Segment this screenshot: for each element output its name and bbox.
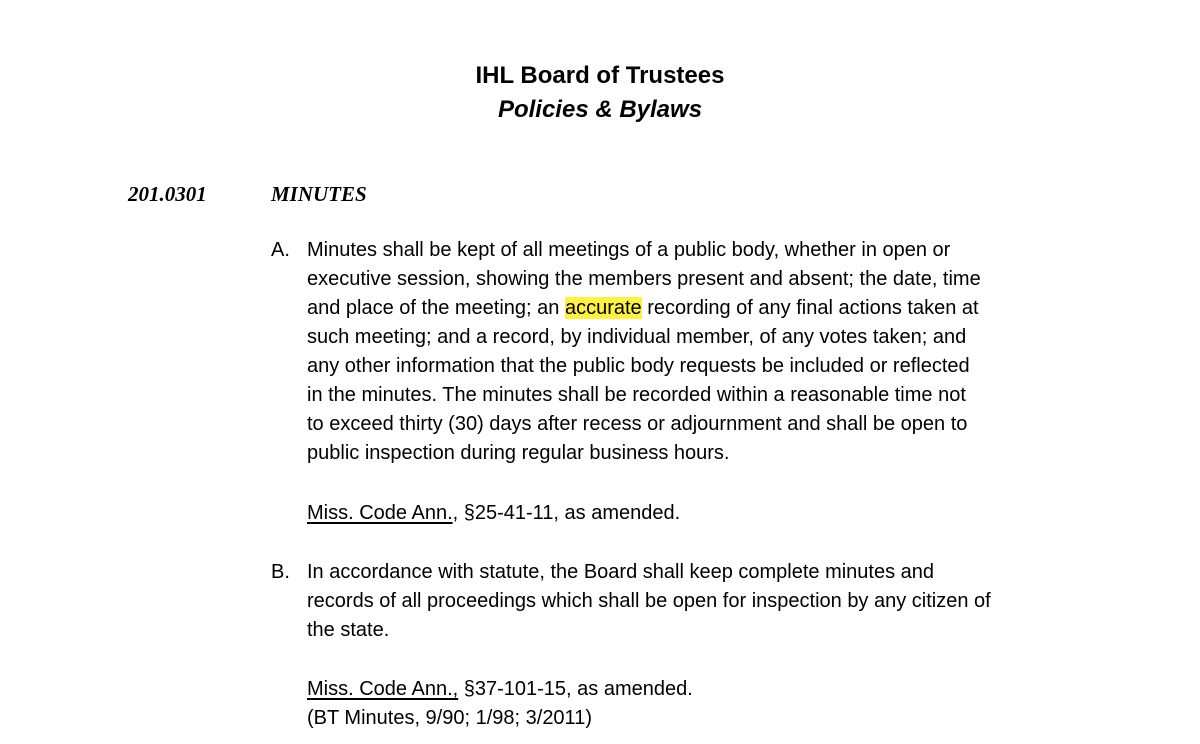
paragraph-line: Minutes shall be kept of all meetings of a public body, whether in open or	[307, 239, 951, 261]
citation-line	[307, 675, 1087, 704]
paragraph-line: records of all proceedings which shall be open for inspection by any citizen of	[307, 590, 991, 612]
paragraph-text: recording of any final actions taken at	[647, 297, 979, 319]
paragraph-line: in the minutes. The minutes shall be recorded within a reasonable time not	[307, 384, 966, 406]
item-b-paragraph	[307, 558, 1087, 645]
citation-line	[307, 499, 1087, 528]
section-title: MINUTES	[271, 182, 367, 206]
citation-source: Miss. Code Ann.	[307, 502, 453, 524]
item-b-letter: B.	[271, 561, 290, 583]
citation-source: Miss. Code Ann.,	[307, 678, 459, 700]
paragraph-text: and place of the meeting; an	[307, 297, 565, 319]
paragraph-line	[307, 294, 1087, 323]
paragraph-line: In accordance with statute, the Board shall keep complete minutes and	[307, 561, 935, 583]
paragraph-line: executive session, showing the members present and absent; the date, time	[307, 268, 981, 290]
citation-text: , §25-41-11, as amended.	[452, 502, 681, 524]
paragraph-line: any other information that the public body requests be included or reflected	[307, 355, 970, 377]
paragraph-line: such meeting; and a record, by individual member, of any votes taken; and	[307, 326, 967, 348]
document-subtitle: Policies & Bylaws	[497, 96, 703, 123]
paragraph-line: the state.	[307, 619, 390, 641]
document-title: IHL Board of Trustees	[475, 62, 725, 89]
item-b-citation	[307, 675, 1087, 733]
item-a-letter: A.	[271, 239, 290, 261]
citation-history: (BT Minutes, 9/90; 1/98; 3/2011)	[307, 707, 592, 729]
paragraph-line: to exceed thirty (30) days after recess or adjournment and shall be open to	[307, 413, 968, 435]
paragraph-line: public inspection during regular business hours.	[307, 442, 730, 464]
highlighted-word: accurate	[564, 297, 642, 319]
citation-text: §37-101-15, as amended.	[458, 678, 693, 700]
item-a-paragraph	[307, 236, 1087, 468]
section-number: 201.0301	[128, 182, 207, 206]
item-a-citation	[307, 499, 1087, 528]
